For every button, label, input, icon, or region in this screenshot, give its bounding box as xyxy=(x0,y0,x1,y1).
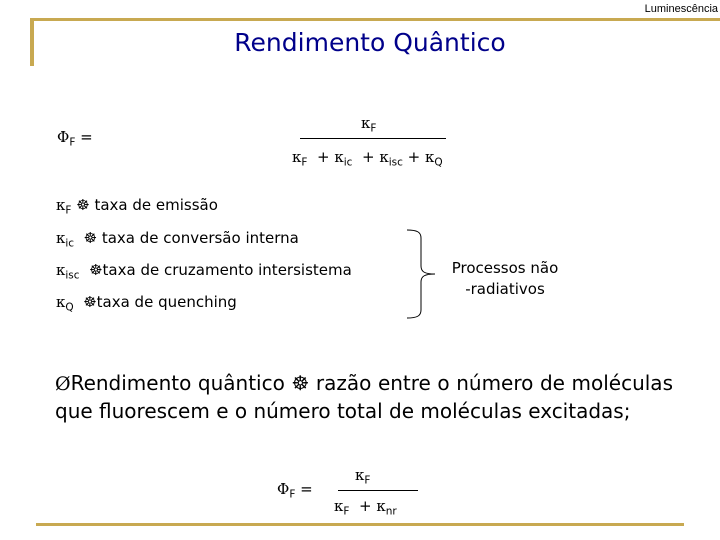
def-kappa: κ xyxy=(56,229,66,247)
def-kappa: κ xyxy=(56,293,66,311)
eq1-numerator xyxy=(361,114,376,135)
eq1-plus: + xyxy=(361,148,375,166)
def-sub: ic xyxy=(65,237,75,250)
top-rule xyxy=(30,18,720,21)
def-text: taxa de cruzamento intersistema xyxy=(102,261,352,279)
def-text: taxa de emissão xyxy=(94,196,218,214)
def-item xyxy=(56,229,299,250)
section-header: Luminescência xyxy=(644,3,718,15)
eq1-den-term: κ xyxy=(425,148,435,166)
def-arrow-icon: ☸ xyxy=(83,293,97,311)
eq2-den-sub: F xyxy=(343,505,350,518)
def-arrow-icon: ☸ xyxy=(76,196,90,214)
eq1-plus: + xyxy=(407,148,421,166)
eq2-fraction-bar xyxy=(338,490,418,491)
def-sub: F xyxy=(65,204,72,217)
eq2-equals: = xyxy=(300,480,313,498)
eq1-fraction-bar xyxy=(300,138,446,139)
def-sub: Q xyxy=(65,301,74,314)
note-line: Processos não xyxy=(451,259,559,277)
def-arrow-icon: ☸ xyxy=(83,229,98,247)
eq2-denominator xyxy=(334,497,397,518)
eq2-den-term: κ xyxy=(334,497,344,515)
eq1-den-sub: Q xyxy=(434,156,443,169)
eq1-lhs xyxy=(57,128,93,149)
slide-title: Rendimento Quântico xyxy=(234,28,506,57)
def-sub: isc xyxy=(65,269,80,282)
def-item xyxy=(56,293,237,314)
eq2-num-kappa: κ xyxy=(355,466,365,484)
curly-bracket-icon xyxy=(405,228,445,320)
eq1-equals: = xyxy=(80,128,93,146)
def-item xyxy=(56,261,352,282)
eq2-numerator xyxy=(355,466,370,487)
eq1-den-sub: ic xyxy=(343,156,353,169)
eq2-phi-sub: F xyxy=(289,488,296,501)
eq1-plus: + xyxy=(316,148,330,166)
eq2-num-sub: F xyxy=(364,474,371,487)
eq1-den-term: κ xyxy=(292,148,302,166)
eq2-phi: Φ xyxy=(277,480,290,498)
eq1-denominator xyxy=(292,148,443,169)
def-arrow-icon: ☸ xyxy=(89,261,103,279)
eq1-phi: Φ xyxy=(57,128,70,146)
def-kappa: κ xyxy=(56,196,66,214)
eq2-den-term: κ xyxy=(376,497,386,515)
def-text: taxa de quenching xyxy=(96,293,237,311)
eq2-den-sub: nr xyxy=(385,505,397,518)
nonradiative-note xyxy=(440,258,570,300)
eq1-num-sub: F xyxy=(370,122,377,135)
def-text: taxa de conversão interna xyxy=(101,229,299,247)
bullet-text: Rendimento quântico ☸ razão entre o número de moléculas que fluorescem e o número total de moléculas excitadas; xyxy=(55,371,673,423)
eq1-num-kappa: κ xyxy=(361,114,371,132)
note-line: -radiativos xyxy=(465,280,545,298)
eq2-lhs xyxy=(277,480,313,501)
bullet-arrow-icon: Ø xyxy=(55,373,71,395)
def-kappa: κ xyxy=(56,261,66,279)
eq1-den-term: κ xyxy=(334,148,344,166)
eq1-den-term: κ xyxy=(379,148,389,166)
eq2-plus: + xyxy=(358,497,372,515)
eq1-den-sub: isc xyxy=(388,156,403,169)
bottom-rule xyxy=(36,523,684,526)
def-item xyxy=(56,196,218,217)
eq1-den-sub: F xyxy=(301,156,308,169)
bullet-paragraph xyxy=(55,370,673,425)
eq1-phi-sub: F xyxy=(69,136,76,149)
